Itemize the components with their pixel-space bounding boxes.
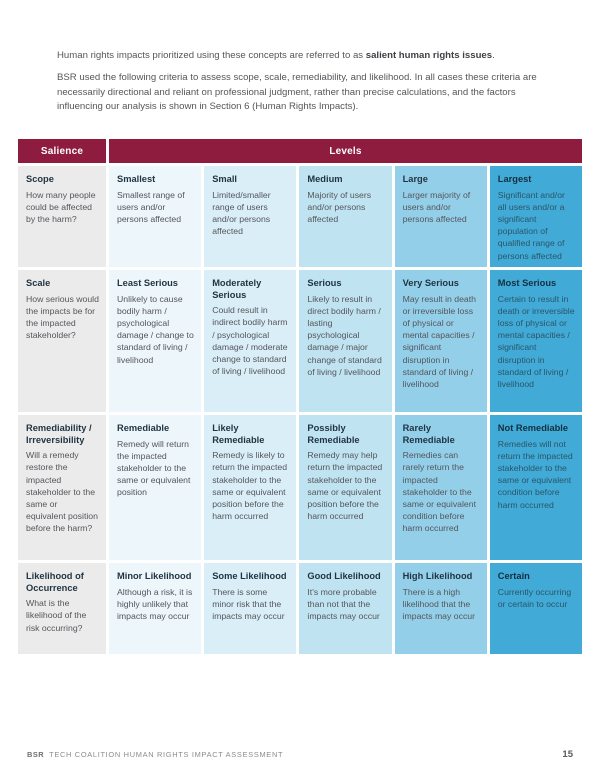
salience-levels-table bbox=[18, 139, 582, 654]
level-cell-remediability-likely bbox=[204, 415, 296, 560]
level-cell-scale-least-serious bbox=[109, 270, 201, 412]
cell-desc: What is the likelihood of the risk occurring? bbox=[26, 598, 87, 633]
level-cell-scale-moderately-serious bbox=[204, 270, 296, 412]
cell-desc: How many people could be affected by the harm? bbox=[26, 189, 96, 224]
level-cell-scope-smallest bbox=[109, 166, 201, 267]
cell-title: Serious bbox=[307, 278, 342, 288]
level-cell-likelihood-certain bbox=[490, 563, 582, 654]
cell-title: Possibly Remediable bbox=[307, 423, 360, 445]
level-cell-scope-large bbox=[395, 166, 487, 267]
cell-title: Good Likelihood bbox=[307, 571, 381, 581]
cell-desc: Smallest range of users and/or persons affected bbox=[117, 189, 185, 224]
footer-brand: BSR bbox=[27, 750, 45, 759]
level-cell-remediability-remediable bbox=[109, 415, 201, 560]
cell-desc: Will a remedy restore the impacted stakeholder to the same or equivalent position before the harm? bbox=[26, 450, 98, 534]
criterion-cell-remediability bbox=[18, 415, 106, 560]
cell-desc: There is some minor risk that the impacts may occur bbox=[212, 586, 285, 621]
cell-title: Small bbox=[212, 174, 237, 184]
cell-desc: Likely to result in direct bodily harm / lasting psychological damage / major change of standard of living / livelihood bbox=[307, 293, 382, 377]
paragraph-1-period: . bbox=[492, 50, 495, 61]
cell-desc: Majority of users and/or persons affected bbox=[307, 189, 372, 224]
page-number: 15 bbox=[562, 749, 573, 760]
cell-title: Least Serious bbox=[117, 278, 178, 288]
cell-desc: Significant and/or all users and/or a significant population of qualified range of persons affected bbox=[497, 189, 565, 261]
level-cell-scope-medium bbox=[299, 166, 391, 267]
cell-title: Minor Likelihood bbox=[117, 571, 192, 581]
cell-desc: Certain to result in death or irreversible loss of physical or mental capacities / significant disruption in standard of living / livelihood bbox=[497, 293, 575, 390]
level-cell-likelihood-some bbox=[204, 563, 296, 654]
table-header-levels: Levels bbox=[109, 139, 582, 163]
cell-title: Most Serious bbox=[497, 278, 557, 288]
cell-desc: Although a risk, it is highly unlikely that impacts may occur bbox=[117, 586, 193, 621]
footer-report-title bbox=[27, 750, 283, 759]
level-cell-scale-serious bbox=[299, 270, 391, 412]
footer-title-text: TECH COALITION HUMAN RIGHTS IMPACT ASSESSMENT bbox=[49, 750, 284, 759]
level-cell-scale-most-serious bbox=[490, 270, 582, 412]
level-cell-scope-largest bbox=[490, 166, 582, 267]
cell-title: Certain bbox=[497, 571, 530, 581]
cell-title: Likely Remediable bbox=[212, 423, 265, 445]
cell-title: High Likelihood bbox=[402, 571, 473, 581]
cell-title: Remediability / Irreversibility bbox=[26, 423, 92, 445]
level-cell-scale-very-serious bbox=[395, 270, 487, 412]
table-header-salience: Salience bbox=[18, 139, 106, 163]
cell-desc: Remedy will return the impacted stakeholder to the same or equivalent position bbox=[117, 438, 191, 498]
cell-desc: Could result in indirect bodily harm / psychological damage / moderate change to standard of living / livelihood bbox=[212, 305, 288, 377]
cell-title: Very Serious bbox=[402, 278, 459, 288]
level-cell-likelihood-high bbox=[395, 563, 487, 654]
level-cell-likelihood-minor bbox=[109, 563, 201, 654]
cell-desc: How serious would the impacts be for the impacted stakeholder? bbox=[26, 293, 99, 341]
criterion-cell-scope bbox=[18, 166, 106, 267]
level-cell-remediability-possibly bbox=[299, 415, 391, 560]
cell-desc: It's more probable than not that the impacts may occur bbox=[307, 586, 380, 621]
cell-title: Likelihood of Occurrence bbox=[26, 571, 84, 593]
cell-desc: Remedies will not return the impacted stakeholder to the same or equivalent condition before harm occurred bbox=[497, 438, 573, 510]
cell-title: Rarely Remediable bbox=[402, 423, 455, 445]
criterion-cell-scale bbox=[18, 270, 106, 412]
cell-title: Remediable bbox=[117, 423, 170, 433]
paragraph-1-text: Human rights impacts prioritized using these concepts are referred to as bbox=[57, 50, 366, 61]
cell-title: Largest bbox=[497, 174, 532, 184]
cell-desc: Larger majority of users and/or persons affected bbox=[402, 189, 471, 224]
cell-title: Not Remediable bbox=[497, 423, 569, 433]
level-cell-remediability-rarely bbox=[395, 415, 487, 560]
cell-desc: There is a high likelihood that the impacts may occur bbox=[402, 586, 476, 621]
cell-title: Moderately Serious bbox=[212, 278, 262, 300]
cell-title: Some Likelihood bbox=[212, 571, 287, 581]
cell-title: Medium bbox=[307, 174, 343, 184]
paragraph-1-bold-phrase: salient human rights issues bbox=[365, 50, 493, 61]
intro-text bbox=[57, 49, 549, 115]
criterion-cell-likelihood bbox=[18, 563, 106, 654]
cell-title: Scope bbox=[26, 174, 54, 184]
cell-desc: Remedy is likely to return the impacted stakeholder to the same or equivalent position before the harm occurred bbox=[212, 450, 288, 522]
level-cell-scope-small bbox=[204, 166, 296, 267]
cell-desc: Limited/smaller range of users and/or persons affected bbox=[212, 189, 271, 237]
paragraph-1 bbox=[57, 49, 549, 63]
cell-title: Scale bbox=[26, 278, 51, 288]
page-footer bbox=[27, 749, 573, 760]
level-cell-likelihood-good bbox=[299, 563, 391, 654]
cell-desc: Unlikely to cause bodily harm / psychological damage / change to standard of living / livelihood bbox=[117, 293, 194, 365]
level-cell-remediability-not-remediable bbox=[490, 415, 582, 560]
cell-desc: May result in death or irreversible loss of physical or mental capacities / significant disruption in standard of living / livelihood bbox=[402, 293, 476, 390]
cell-desc: Remedies can rarely return the impacted stakeholder to the same or equivalent condition before harm occurred bbox=[402, 450, 476, 534]
cell-title: Smallest bbox=[117, 174, 156, 184]
cell-desc: Remedy may help return the impacted stakeholder to the same or equivalent position before the harm occurred bbox=[307, 450, 383, 522]
paragraph-2: BSR used the following criteria to assess scope, scale, remediability, and likelihood. In all cases these criteria are necessarily directional and reliant on professional judgment, rather than precise calculations, and the factors influencing our analysis is shown in Section 6 (Human Rights Impacts). bbox=[57, 72, 537, 113]
cell-desc: Currently occurring or certain to occur bbox=[497, 586, 572, 609]
cell-title: Large bbox=[402, 174, 428, 184]
